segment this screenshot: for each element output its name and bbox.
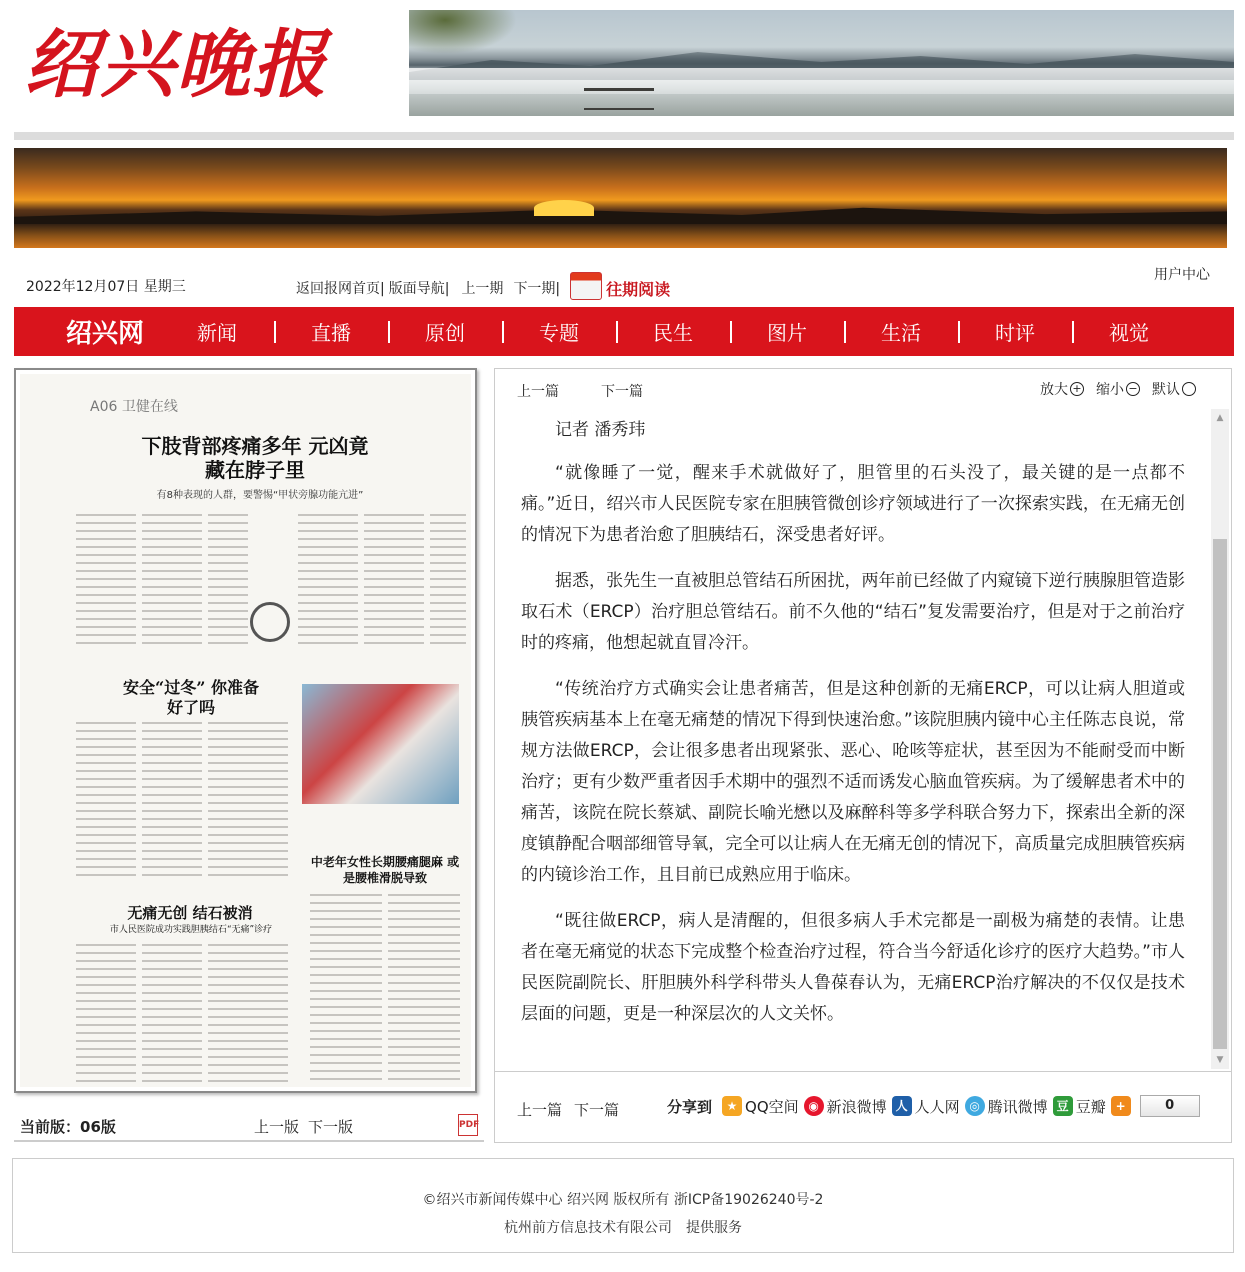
article-panel [494,368,1232,1143]
preview-subhead: 有8种表现的人群，要警惕“甲状旁腺功能亢进” [156,490,364,501]
text-column [388,894,460,1084]
text-column [76,514,136,644]
text-column [310,894,382,1084]
minus-circle-icon: − [1126,382,1140,396]
calendar-icon[interactable] [570,272,602,300]
issue-links [296,274,674,302]
douban-icon: 豆 [1053,1096,1073,1116]
divider [14,1140,484,1142]
article-paragraph: “就像睡了一觉，醒来手术就做好了，胆管里的石头没了，最关键的是一点都不痛。”近日，绍兴市人民医院专家在胆胰管微创诊疗领域进行了一次探索实践，在无痛无创的情况下为患者治愈了胆胰结石，深受患者好评。 [521,463,1185,545]
divider [14,132,1234,140]
nav-item-topics[interactable]: 专题 [502,317,616,346]
text-column [430,514,466,644]
share-label: 分享到 [667,1097,713,1116]
zoom-out-label: 缩小 [1096,382,1124,398]
divider [495,1071,1231,1072]
renren-icon: 人 [892,1096,912,1116]
text-column [76,722,136,882]
nav-item-visual[interactable]: 视觉 [1072,317,1186,346]
page-preview[interactable] [14,368,477,1093]
page-pager [14,1110,484,1138]
default-size-button[interactable] [1152,379,1196,399]
archive-link[interactable]: 往期阅读 [606,279,671,299]
article-paragraph: “传统治疗方式确实会让患者痛苦，但是这种创新的无痛ERCP，可以让病人胆道或胰管疾病基本上在毫无痛楚的情况下得到快速治愈。”该院胆胰内镜中心主任陈志良说，常规方法做ERCP，会让很多患者出现紧张、恶心、呛咳等症状，甚至因为不能耐受而中断治疗；更有少数严重者因手术期中的强烈不适而诱发心脑血管疾病。为了缓解患者术中的痛苦，该院在院长蔡斌、副院长喻光懋以及麻醉科等多学科联合努力下，探索出全新的深度镇静配合咽部细管导氧，完全可以让病人在无痛无创的情况下，高质量完成胆胰管疾病的内镜诊治工作，且目前已成熟应用于临床。 [521,679,1185,885]
share-douban-label: 豆瓣 [1075,1097,1106,1116]
newspaper-page-image[interactable] [20,374,471,1087]
nav-item-life[interactable]: 生活 [844,317,958,346]
default-size-label: 默认 [1152,382,1180,398]
preview-subhead-stone: 市人民医院成功实践胆胰结石“无痛”诊疗 [109,925,273,935]
article-paragraph: “既往做ERCP，病人是清醒的，但很多病人手术完都是一副极为痛楚的表情。让患者在毫无痛觉的状态下完成整个检查治疗过程，符合当今舒适化诊疗的医疗大趋势。”市人民医院副院长、肝胆胰外科学科带头人鲁葆春认为，无痛ERCP治疗解决的不仅仅是技术层面的问题，更是一种深层次的人文关怀。 [521,911,1185,1024]
plus-icon[interactable]: + [1111,1096,1131,1116]
article-body [495,409,1211,1069]
zoom-out-button[interactable] [1096,379,1140,399]
service-provider-text: 杭州前方信息技术有限公司 提供服务 [504,1220,742,1236]
font-tools [1040,379,1208,399]
copyright-text: ©绍兴市新闻传媒中心 绍兴网 版权所有 浙ICP备19026240号-2 [422,1192,824,1208]
share-tencent-weibo[interactable] [965,1096,1048,1117]
next-article-link[interactable]: 下一篇 [574,1101,620,1119]
nav-item-livelihood[interactable]: 民生 [616,317,730,346]
seal-icon [250,602,290,642]
text-column [142,944,202,1084]
scroll-up-icon[interactable]: ▲ [1216,413,1224,423]
text-column [364,514,424,644]
current-page-value: 06版 [80,1118,116,1136]
user-center-link[interactable]: 用户中心 [1154,267,1210,283]
date-bar [14,262,1234,302]
article-scrollbar[interactable] [1211,409,1229,1069]
prev-article-link[interactable]: 上一篇 [517,1101,563,1119]
nav-item-photos[interactable]: 图片 [730,317,844,346]
share-renren[interactable] [892,1096,960,1117]
nav-item-live[interactable]: 直播 [274,317,388,346]
nav-brand-logo[interactable]: 绍兴网 [66,319,145,349]
text-column [142,722,202,882]
share-count: 0 [1140,1095,1200,1117]
text-column [208,722,288,882]
main-nav [14,307,1234,356]
banner-sunset-image [14,148,1227,248]
weibo-icon: ◉ [804,1096,824,1116]
current-page-label: 当前版： [20,1118,81,1136]
next-issue-link[interactable]: 下一期| [513,281,561,297]
preview-headline-winter[interactable]: 安全“过冬” 你准备好了吗 [123,678,259,717]
current-page [20,1116,116,1137]
prev-page-link[interactable]: 上一版 [254,1118,300,1136]
share-douban[interactable] [1053,1096,1106,1117]
share-weibo-label: 新浪微博 [826,1097,887,1116]
article-nav-bottom [517,1099,631,1120]
nav-item-news[interactable]: 新闻 [197,321,237,345]
share-bar [667,1095,1200,1117]
zoom-in-button[interactable] [1040,379,1084,399]
circle-icon [1182,382,1196,396]
home-link[interactable]: 返回报网首页| [296,281,385,297]
preview-headline-spine[interactable]: 中老年女性长期腰痛腿麻 或是腰椎滑脱导致 [310,855,460,885]
share-weibo[interactable] [804,1096,887,1117]
article-nav-top [517,381,685,401]
article-byline: 记者 潘秀玮 [555,420,646,440]
prev-article-link[interactable]: 上一篇 [517,384,559,400]
page-tag: A06 卫健在线 [90,399,178,415]
nav-item-opinion[interactable]: 时评 [958,317,1072,346]
text-column [208,944,288,1084]
prev-issue-link[interactable]: 上一期 [461,281,504,297]
tencent-weibo-icon: ◎ [965,1096,985,1116]
text-column [208,514,248,644]
text-column [298,514,358,644]
next-page-link[interactable]: 下一版 [308,1118,354,1136]
article-paragraph: 据悉，张先生一直被胆总管结石所困扰，两年前已经做了内窥镜下逆行胰腺胆管造影取石术（ERCP）治疗胆总管结石。前不久他的“结石”复发需要治疗，但是对于之前治疗时的疼痛，他想起就直冒冷汗。 [521,571,1185,653]
qzone-icon: ★ [722,1096,742,1116]
site-logo[interactable]: 绍兴晚报 [24,22,328,108]
share-qzone[interactable] [722,1096,799,1117]
pdf-icon[interactable]: PDF [458,1114,478,1136]
page-nav-link[interactable]: 版面导航| [388,281,450,297]
scroll-down-icon[interactable]: ▼ [1216,1055,1224,1065]
share-qzone-label: QQ空间 [745,1097,799,1116]
preview-headline-stone[interactable]: 无痛无创 结石被消 [127,904,253,922]
preview-headline[interactable]: 下肢背部疼痛多年 元凶竟藏在脖子里 [141,434,369,482]
text-column [142,514,202,644]
scroll-thumb[interactable] [1213,539,1227,1049]
share-renren-label: 人人网 [914,1097,960,1116]
share-tencent-weibo-label: 腾讯微博 [987,1097,1048,1116]
banner-lake-image [409,10,1234,116]
masthead [14,10,1234,118]
text-column [76,944,136,1084]
preview-photo [302,684,459,804]
next-article-link[interactable]: 下一篇 [601,384,643,400]
site-footer [12,1158,1234,1253]
nav-item-original[interactable]: 原创 [388,317,502,346]
plus-circle-icon: + [1070,382,1084,396]
issue-date: 2022年12月07日 星期三 [26,279,186,295]
zoom-in-label: 放大 [1040,382,1068,398]
